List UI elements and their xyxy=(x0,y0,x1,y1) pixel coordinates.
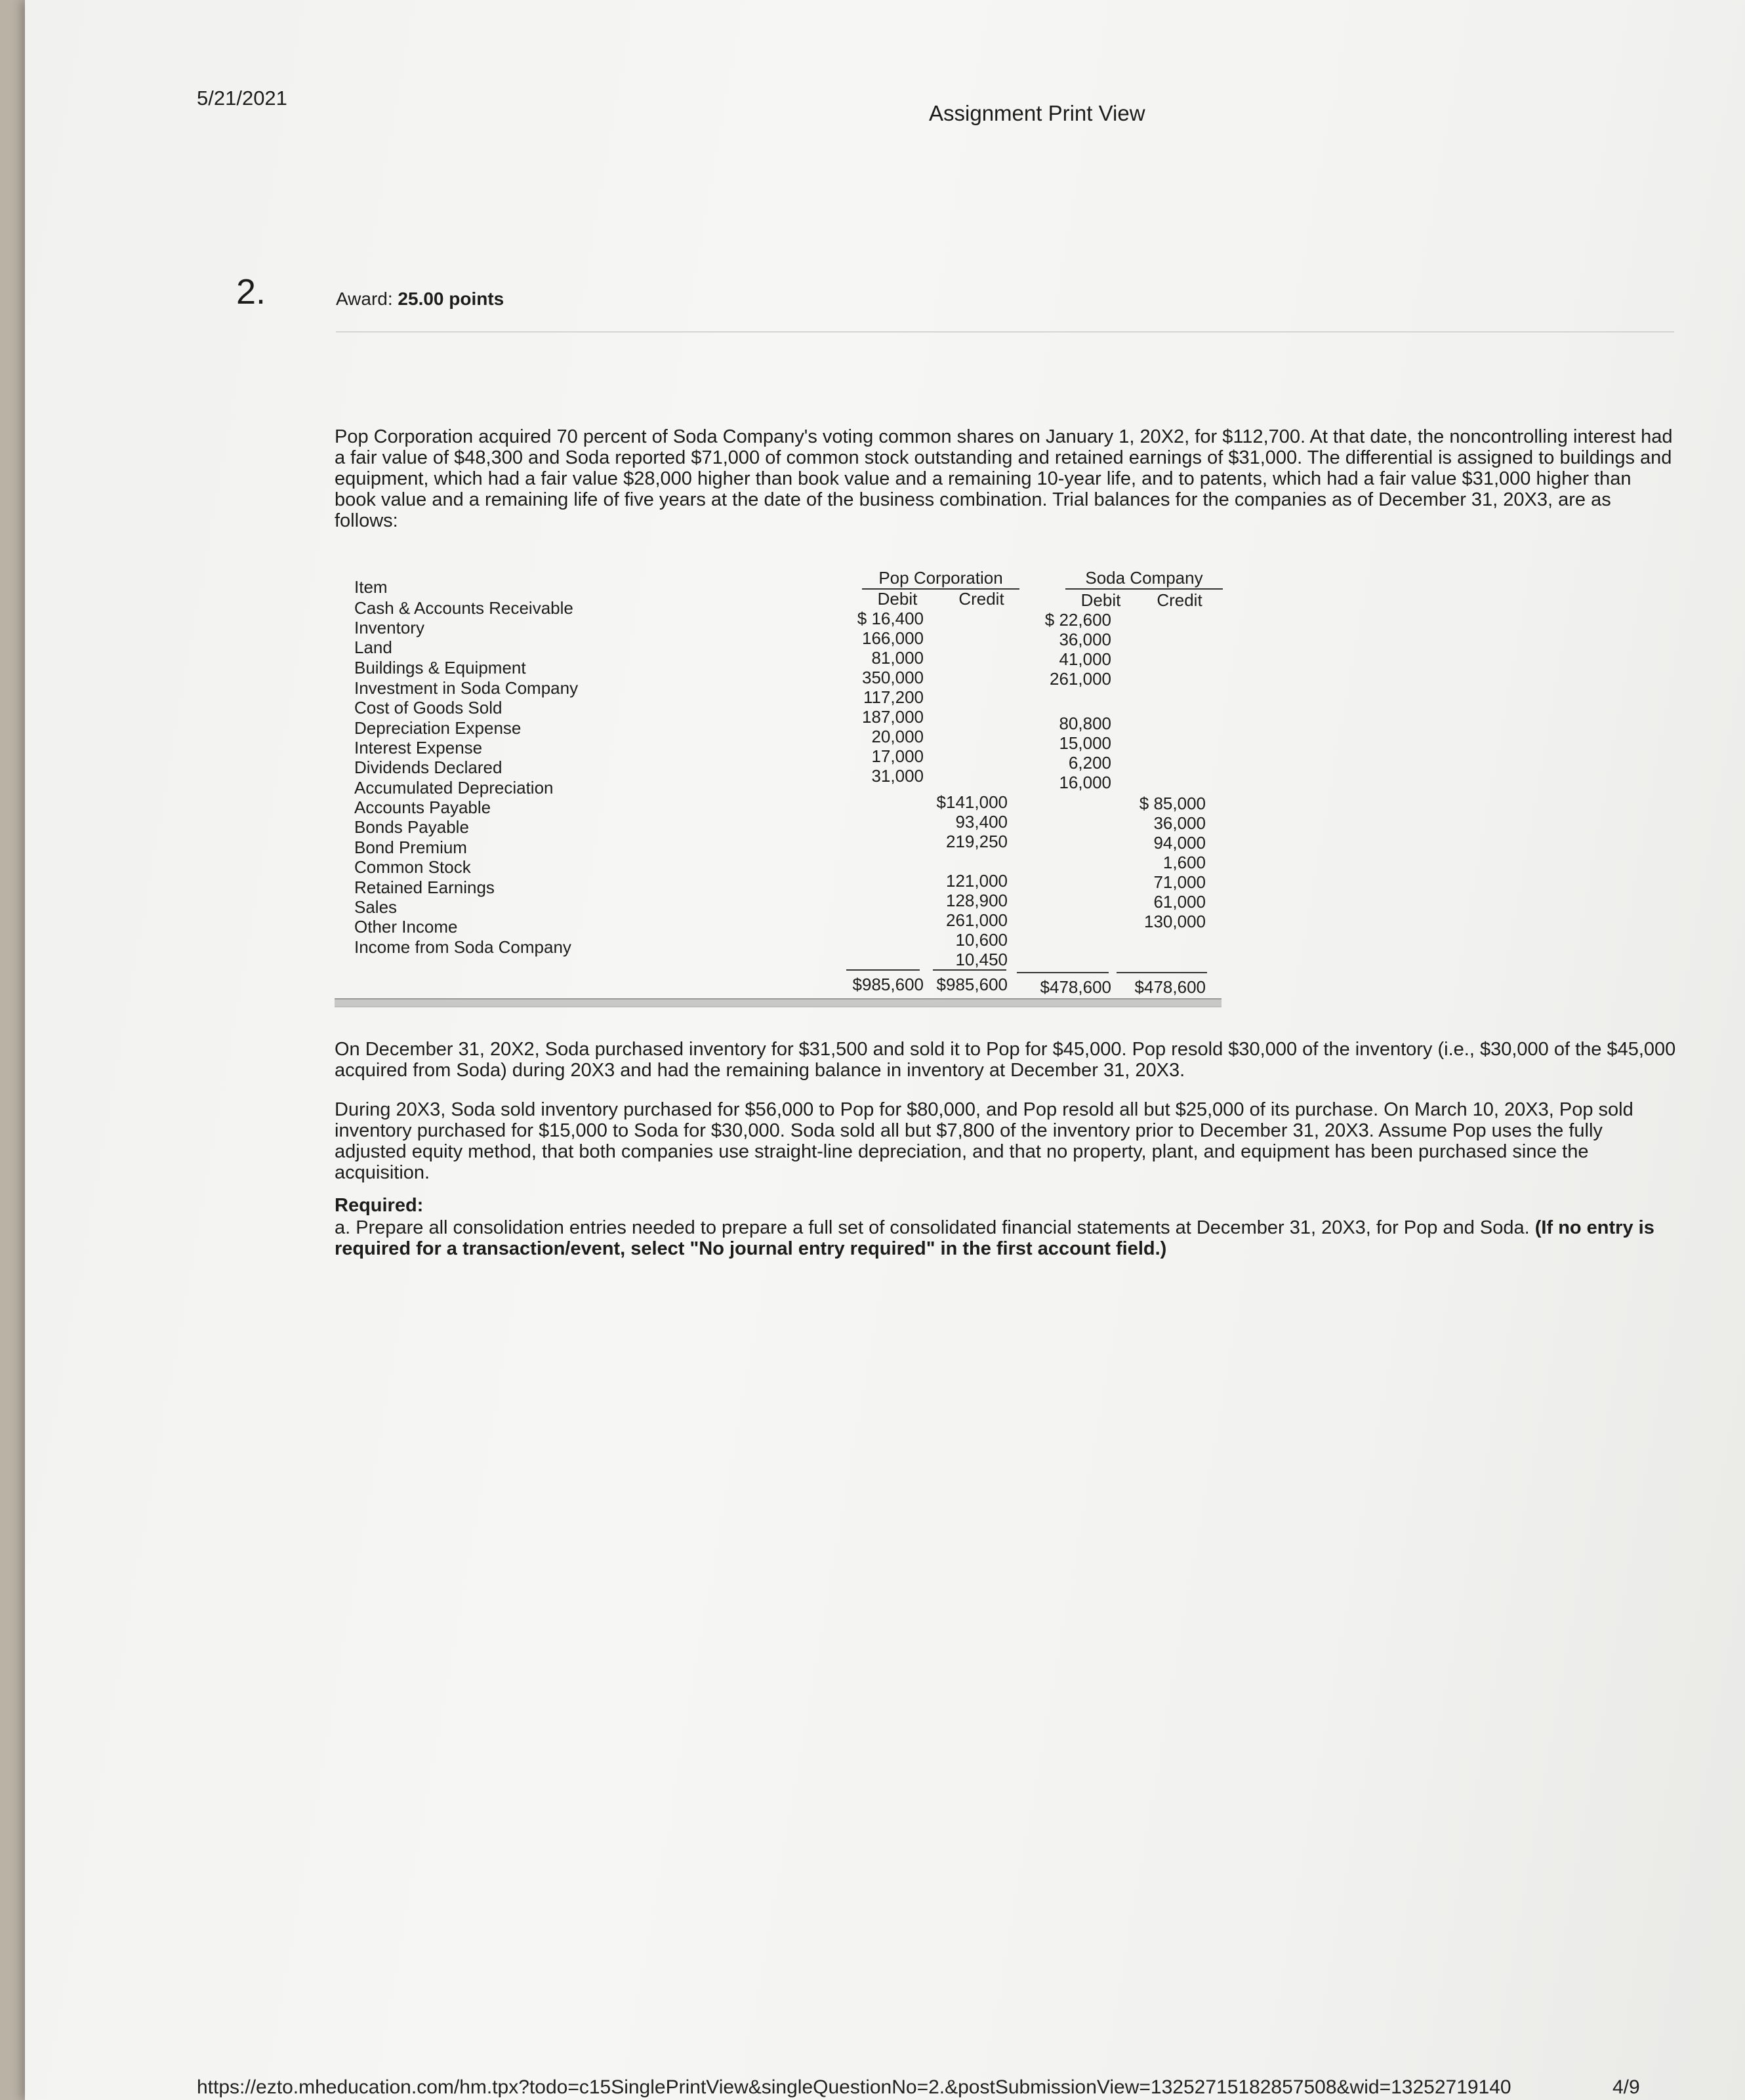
pop-debit-cell: 31,000 xyxy=(871,766,924,786)
soda-debit-cell: 6,200 xyxy=(1068,753,1111,773)
trial-balance-table xyxy=(353,568,1225,1014)
pop-debit-cell: 117,200 xyxy=(863,687,924,707)
total-rule xyxy=(1117,972,1207,973)
award-line xyxy=(336,289,504,310)
item-header: Item xyxy=(354,577,388,597)
paragraph-intercompany-20x2: On December 31, 20X2, Soda purchased inventory for $31,500 and sold it to Pop for $45,000. Pop resold $30,000 of the inventory (i.e., $30,000 of the $45,000 acquired from Soda) during 20X3 and had the remaining balance in inventory at December 31, 20X3. xyxy=(335,1039,1676,1081)
total-rule xyxy=(1017,972,1109,973)
table-row-label: Cash & Accounts Receivable xyxy=(354,598,573,618)
page-number: 4/9 xyxy=(1612,2076,1640,2098)
table-row-label: Investment in Soda Company xyxy=(354,678,579,698)
table-row-label: Cost of Goods Sold xyxy=(354,698,503,717)
table-row-label: Other Income xyxy=(354,917,458,937)
required-instruction: a. Prepare all consolidation entries needed to prepare a full set of consolidated financial statements at December 31, 20X3, for Pop and Soda. xyxy=(335,1217,1530,1238)
total-soda-credit: $478,600 xyxy=(1134,977,1206,997)
table-row-label: Depreciation Expense xyxy=(354,718,522,738)
pop-debit-cell: 20,000 xyxy=(871,727,924,746)
pop-credit-cell: 128,900 xyxy=(946,891,1008,910)
table-row-label: Retained Earnings xyxy=(354,878,495,897)
sub-header-soda-credit: Credit xyxy=(1157,590,1202,610)
soda-credit-cell: 71,000 xyxy=(1153,872,1206,892)
soda-credit-cell: 94,000 xyxy=(1153,833,1206,853)
required-heading: Required: xyxy=(335,1195,424,1216)
pop-credit-cell: 219,250 xyxy=(946,832,1008,851)
total-soda-debit: $478,600 xyxy=(1040,977,1111,997)
soda-debit-cell: $ 22,600 xyxy=(1044,610,1111,630)
soda-credit-cell: $ 85,000 xyxy=(1139,794,1206,813)
total-pop-debit: $985,600 xyxy=(852,975,924,994)
table-row-label: Bond Premium xyxy=(354,838,467,857)
table-row-label: Accounts Payable xyxy=(354,798,491,817)
page-title: Assignment Print View xyxy=(929,101,1145,125)
table-row-label: Dividends Declared xyxy=(354,757,503,777)
required-note: (If no entry is required for a transaction/event, select "No journal entry required" in the first account field.) xyxy=(335,1217,1654,1259)
pop-credit-cell: 93,400 xyxy=(955,812,1008,832)
group-header-pop: Pop Corporation xyxy=(862,568,1019,590)
table-bottom-band xyxy=(335,998,1222,1007)
table-row-label: Bonds Payable xyxy=(354,817,469,837)
soda-debit-cell: 15,000 xyxy=(1059,733,1111,753)
divider xyxy=(336,331,1674,333)
award-label: Award: xyxy=(336,289,393,309)
pop-debit-cell: $ 16,400 xyxy=(857,609,924,628)
pop-credit-cell: 10,450 xyxy=(955,950,1008,969)
pop-debit-cell: 17,000 xyxy=(871,746,924,766)
pop-debit-cell: 187,000 xyxy=(862,707,924,727)
required-text xyxy=(335,1217,1677,1259)
soda-debit-cell: 41,000 xyxy=(1059,649,1111,669)
footer-url: https://ezto.mheducation.com/hm.tpx?todo=c15SinglePrintView&singleQuestionNo=2.&postSubmissionView=13252715182857508&wid=13252719140 xyxy=(197,2076,1511,2098)
pop-debit-cell: 350,000 xyxy=(862,668,924,687)
table-row-label: Accumulated Depreciation xyxy=(354,778,554,798)
sub-header-pop-debit: Debit xyxy=(877,589,918,609)
print-date: 5/21/2021 xyxy=(197,87,287,110)
group-header-soda: Soda Company xyxy=(1065,568,1223,590)
table-row-label: Inventory xyxy=(354,618,424,637)
soda-credit-cell: 61,000 xyxy=(1153,892,1206,912)
question-number: 2. xyxy=(236,272,266,312)
soda-debit-cell: 261,000 xyxy=(1050,669,1111,689)
table-row-label: Common Stock xyxy=(354,857,471,877)
pop-credit-cell: $141,000 xyxy=(936,792,1008,812)
soda-debit-cell: 80,800 xyxy=(1059,714,1111,733)
table-row-label: Interest Expense xyxy=(354,738,483,757)
table-row-label: Land xyxy=(354,637,392,657)
sub-header-pop-credit: Credit xyxy=(958,589,1004,609)
award-value: 25.00 points xyxy=(398,289,504,309)
soda-debit-cell: 16,000 xyxy=(1059,773,1111,792)
total-rule xyxy=(846,969,920,971)
table-row-label: Income from Soda Company xyxy=(354,937,571,957)
paper-sheet xyxy=(25,0,1745,2100)
table-row-label: Buildings & Equipment xyxy=(354,658,526,677)
total-pop-credit: $985,600 xyxy=(936,975,1008,994)
pop-credit-cell: 261,000 xyxy=(946,910,1008,930)
pop-debit-cell: 166,000 xyxy=(862,628,924,648)
soda-credit-cell: 130,000 xyxy=(1144,912,1206,931)
soda-debit-cell: 36,000 xyxy=(1059,630,1111,649)
paragraph-intercompany-20x3: During 20X3, Soda sold inventory purchased for $56,000 to Pop for $80,000, and Pop resold all but $25,000 of its purchase. On March 10, 20X3, Pop sold inventory purchased for $15,000 to Soda for $30,000. Soda sold all but $7,800 of the inventory prior to December 31, 20X3. Assume Pop uses the fully adjusted equity method, that both companies use straight-line depreciation, and that no property, plant, and equipment has been purchased since the acquisition. xyxy=(335,1099,1633,1183)
sub-header-soda-debit: Debit xyxy=(1080,590,1121,610)
total-rule xyxy=(933,969,1006,971)
soda-credit-cell: 36,000 xyxy=(1153,813,1206,833)
pop-credit-cell: 121,000 xyxy=(946,871,1008,891)
pop-credit-cell: 10,600 xyxy=(955,930,1008,950)
intro-paragraph: Pop Corporation acquired 70 percent of Soda Company's voting common shares on January 1, 20X2, for $112,700. At that date, the noncontrolling interest had a fair value of $48,300 and Soda reported $71,000 of common stock outstanding and retained earnings of $31,000. The differential is assigned to buildings and equipment, which had a fair value $28,000 higher than book value and a remaining 10-year life, and to patents, which had a fair value $31,000 higher than book value and a remaining life of five years at the date of the business combination. Trial balances for the companies as of December 31, 20X3, are as follows: xyxy=(335,426,1673,531)
soda-credit-cell: 1,600 xyxy=(1162,853,1206,872)
table-row-label: Sales xyxy=(354,897,398,917)
pop-debit-cell: 81,000 xyxy=(871,648,924,668)
